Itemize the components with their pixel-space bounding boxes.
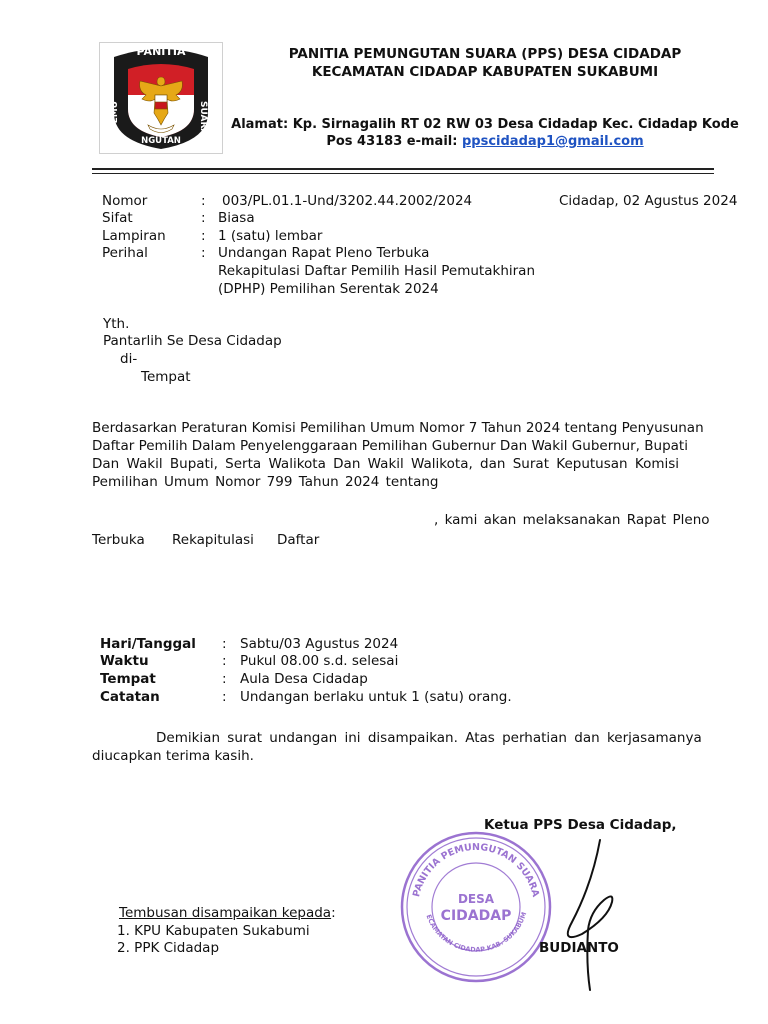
meta-colon: : <box>201 193 206 209</box>
body-line-4: Pemilihan Umum Nomor 799 Tahun 2024 tentang <box>92 474 439 490</box>
svg-text:PANITIA PEMUNGUTAN SUARA <box>411 842 541 899</box>
meta-label-nomor: Nomor <box>102 193 148 209</box>
logo-left-text: PEMU <box>110 101 120 131</box>
header-line-2: KECAMATAN CIDADAP KABUPATEN SUKABUMI <box>311 64 659 80</box>
body-line-6-word-3: Daftar <box>277 532 320 548</box>
schedule-label-hari: Hari/Tanggal <box>100 636 196 652</box>
meta-label-perihal: Perihal <box>102 245 148 261</box>
header-line-1: PANITIA PEMUNGUTAN SUARA (PPS) DESA CIDADAP <box>288 46 682 62</box>
tembusan-item-1: 1. KPU Kabupaten Sukabumi <box>117 923 310 939</box>
tembusan-heading-colon: : <box>331 905 336 921</box>
schedule-value-catatan: Undangan berlaku untuk 1 (satu) orang. <box>240 689 512 705</box>
body-line-6-word-2: Rekapitulasi <box>172 532 254 548</box>
tembusan-heading <box>119 905 336 921</box>
email-link[interactable]: ppscidadap1@gmail.com <box>461 134 644 149</box>
logo-bottom-text: NGUTAN <box>141 136 181 146</box>
body-line-1: Berdasarkan Peraturan Komisi Pemilihan Umum Nomor 7 Tahun 2024 tentang Penyusunan <box>92 420 704 436</box>
schedule-label-waktu: Waktu <box>100 653 149 669</box>
body-line-6-word-1: Terbuka <box>92 532 145 548</box>
logo-right-text: SUARA <box>198 101 208 136</box>
schedule-value-tempat: Aula Desa Cidadap <box>240 671 368 687</box>
header-rule-thin <box>92 173 714 174</box>
body-line-5: , kami akan melaksanakan Rapat Pleno <box>434 512 710 528</box>
meta-value-perihal: Undangan Rapat Pleno Terbuka <box>218 245 430 261</box>
meta-label-lampiran: Lampiran <box>102 228 166 244</box>
meta-label-sifat: Sifat <box>102 210 133 226</box>
meta-colon: : <box>201 245 206 261</box>
schedule-value-hari: Sabtu/03 Agustus 2024 <box>240 636 399 652</box>
body-line-2: Daftar Pemilih Dalam Penyelenggaraan Pemilihan Gubernur Dan Wakil Gubernur, Bupati <box>92 438 688 454</box>
meta-perihal-cont-2: (DPHP) Pemilihan Serentak 2024 <box>218 281 439 297</box>
recipient-tempat: Tempat <box>141 369 191 385</box>
kpu-logo <box>99 42 223 154</box>
schedule-colon: : <box>222 636 227 652</box>
meta-colon: : <box>201 210 206 226</box>
closing-line-1: Demikian surat undangan ini disampaikan. Atas perhatian dan kerjasamanya <box>156 730 702 746</box>
schedule-label-catatan: Catatan <box>100 689 160 705</box>
stamp-top-arc: PANITIA PEMUNGUTAN SUARA <box>411 841 541 899</box>
recipient-di: di- <box>120 351 138 367</box>
meta-value-sifat: Biasa <box>218 210 255 226</box>
schedule-colon: : <box>222 689 227 705</box>
meta-value-lampiran: 1 (satu) lembar <box>218 228 323 244</box>
stamp-bottom-arc: ECAMATAN CIDADAP KAB. SUKABUM <box>424 911 529 954</box>
address-postcode: Pos 43183 e-mail: <box>326 134 462 149</box>
recipient-yth: Yth. <box>103 316 130 332</box>
header-rule-thick <box>92 168 714 170</box>
recipient-name: Pantarlih Se Desa Cidadap <box>103 333 282 349</box>
signature-scribble-icon <box>530 834 630 992</box>
schedule-value-waktu: Pukul 08.00 s.d. selesai <box>240 653 399 669</box>
schedule-colon: : <box>222 671 227 687</box>
meta-colon: : <box>201 228 206 244</box>
body-line-3: Dan Wakil Bupati, Serta Walikota Dan Wakil Walikota, dan Surat Keputusan Komisi <box>92 456 680 472</box>
meta-value-nomor: 003/PL.01.1-Und/3202.44.2002/2024 <box>222 193 473 209</box>
schedule-label-tempat: Tempat <box>100 671 156 687</box>
signature-title: Ketua PPS Desa Cidadap, <box>484 817 677 833</box>
meta-perihal-cont-1: Rekapitulasi Daftar Pemilih Hasil Pemutakhiran <box>218 263 535 279</box>
logo-top-text: PANITIA <box>136 45 186 58</box>
handwritten-signature <box>530 834 630 992</box>
header-address-1: Alamat: Kp. Sirnagalih RT 02 RW 03 Desa Cidadap Kec. Cidadap Kode <box>231 117 739 132</box>
signatory-name: BUDIANTO <box>539 940 619 956</box>
tembusan-heading-text: Tembusan disampaikan kepada <box>119 905 332 921</box>
closing-line-2: diucapkan terima kasih. <box>92 748 254 764</box>
tembusan-item-2: 2. PPK Cidadap <box>117 940 220 956</box>
stamp-center-2: CIDADAP <box>440 908 512 924</box>
letter-date: Cidadap, 02 Agustus 2024 <box>559 193 738 209</box>
header-address-2 <box>230 134 740 149</box>
schedule-colon: : <box>222 653 227 669</box>
stamp-center-1: DESA <box>457 892 495 906</box>
